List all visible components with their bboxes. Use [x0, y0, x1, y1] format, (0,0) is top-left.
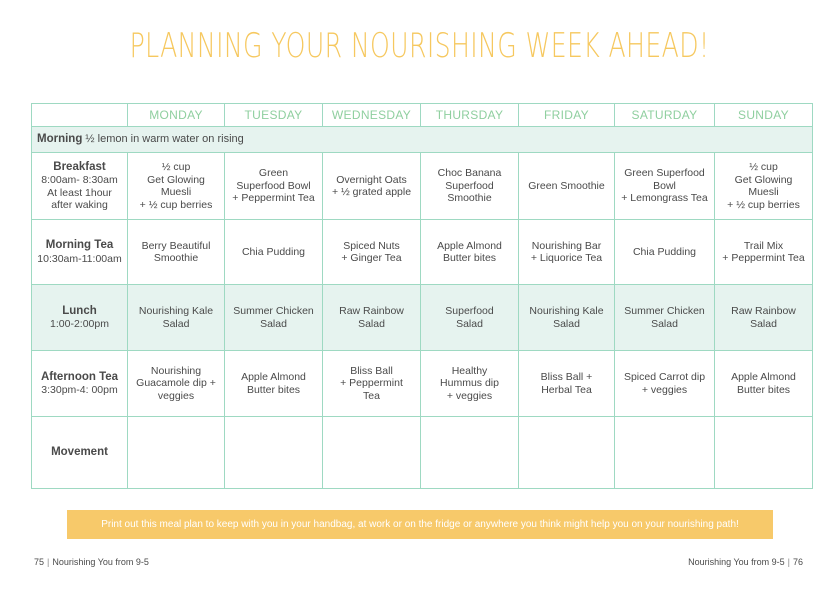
meal-cell: ½ cup Get Glowing Muesli + ½ cup berries	[128, 153, 225, 220]
meal-cell: Summer Chicken Salad	[225, 285, 323, 351]
day-header: FRIDAY	[519, 104, 615, 127]
row-label-name: Movement	[51, 445, 108, 458]
day-header: THURSDAY	[421, 104, 519, 127]
meal-cell: Berry Beautiful Smoothie	[128, 220, 225, 285]
day-header: TUESDAY	[225, 104, 323, 127]
meal-cell: Trail Mix + Peppermint Tea	[715, 220, 813, 285]
meal-cell: Green Superfood Bowl + Peppermint Tea	[225, 153, 323, 220]
meal-row-movement	[32, 417, 813, 489]
day-header: SATURDAY	[615, 104, 715, 127]
meal-cell: Superfood Salad	[421, 285, 519, 351]
meal-cell: Raw Rainbow Salad	[715, 285, 813, 351]
meal-cell: Apple Almond Butter bites	[225, 351, 323, 417]
meal-cell: Nourishing Kale Salad	[519, 285, 615, 351]
morning-label: Morning	[37, 133, 83, 146]
row-label-afternoon-tea	[32, 351, 128, 417]
meal-cell: Overnight Oats + ½ grated apple	[323, 153, 421, 220]
meal-cell: Apple Almond Butter bites	[421, 220, 519, 285]
meal-cell: Summer Chicken Salad	[615, 285, 715, 351]
page-title: PLANNING YOUR NOURISHING WEEK AHEAD!	[129, 26, 710, 66]
meal-cell: ½ cup Get Glowing Muesli + ½ cup berries	[715, 153, 813, 220]
meal-cell: Spiced Nuts + Ginger Tea	[323, 220, 421, 285]
morning-row	[32, 127, 813, 153]
meal-row-lunch	[32, 285, 813, 351]
row-label-name: Afternoon Tea	[40, 370, 119, 383]
day-header: MONDAY	[128, 104, 225, 127]
meal-cell: Green Superfood Bowl + Lemongrass Tea	[615, 153, 715, 220]
meal-cell: Raw Rainbow Salad	[323, 285, 421, 351]
row-label-time: 10:30am-11:00am	[37, 252, 122, 265]
page-number: 76	[792, 557, 803, 567]
morning-text: ½ lemon in warm water on rising	[82, 133, 244, 146]
meal-cell: Green Smoothie	[519, 153, 615, 220]
row-label-time: 3:30pm-4: 00pm	[41, 384, 118, 396]
morning-cell	[32, 127, 813, 153]
print-tip-banner: Print out this meal plan to keep with you in your handbag, at work or on the fridge or anywhere you think might help you on your nourishing path!	[67, 510, 773, 539]
row-label-name: Morning Tea	[45, 239, 114, 251]
footer-right: Nourishing You from 9-5 | 76	[688, 557, 803, 567]
meal-cell: Bliss Ball + Peppermint Tea	[323, 351, 421, 417]
meal-row-breakfast	[32, 153, 813, 220]
movement-cell	[323, 417, 421, 489]
row-label-name: Lunch	[62, 304, 97, 317]
footer-left: 75 | Nourishing You from 9-5	[34, 557, 149, 567]
row-label-lunch	[32, 285, 128, 351]
day-header-row	[32, 104, 813, 127]
meal-cell: Nourishing Bar + Liquorice Tea	[519, 220, 615, 285]
movement-cell	[519, 417, 615, 489]
meal-planner-table	[31, 103, 813, 489]
corner-cell	[32, 104, 128, 127]
meal-cell: Apple Almond Butter bites	[715, 351, 813, 417]
movement-cell	[615, 417, 715, 489]
footer-book-title: Nourishing You from 9-5	[688, 557, 785, 567]
row-label-morning-tea	[32, 220, 128, 285]
row-label-name: Breakfast	[53, 160, 106, 173]
meal-cell: Healthy Hummus dip + veggies	[421, 351, 519, 417]
meal-cell: Nourishing Kale Salad	[128, 285, 225, 351]
row-label-breakfast	[32, 153, 128, 220]
meal-cell: Nourishing Guacamole dip + veggies	[128, 351, 225, 417]
meal-cell: Chia Pudding	[615, 220, 715, 285]
meal-row-afternoon-tea	[32, 351, 813, 417]
meal-cell: Spiced Carrot dip + veggies	[615, 351, 715, 417]
movement-cell	[421, 417, 519, 489]
movement-cell	[128, 417, 225, 489]
meal-cell: Choc Banana Superfood Smoothie	[421, 153, 519, 220]
meal-cell: Bliss Ball + Herbal Tea	[519, 351, 615, 417]
page-number: 75	[34, 557, 45, 567]
row-label-time: 8:00am- 8:30am At least 1hour after waking	[41, 174, 118, 211]
row-label-movement	[32, 417, 128, 489]
meal-row-morning-tea	[32, 220, 813, 285]
footer-book-title: Nourishing You from 9-5	[52, 557, 149, 567]
day-header: WEDNESDAY	[323, 104, 421, 127]
row-label-time: 1:00-2:00pm	[50, 318, 109, 330]
movement-cell	[225, 417, 323, 489]
movement-cell	[715, 417, 813, 489]
day-header: SUNDAY	[715, 104, 813, 127]
meal-cell: Chia Pudding	[225, 220, 323, 285]
